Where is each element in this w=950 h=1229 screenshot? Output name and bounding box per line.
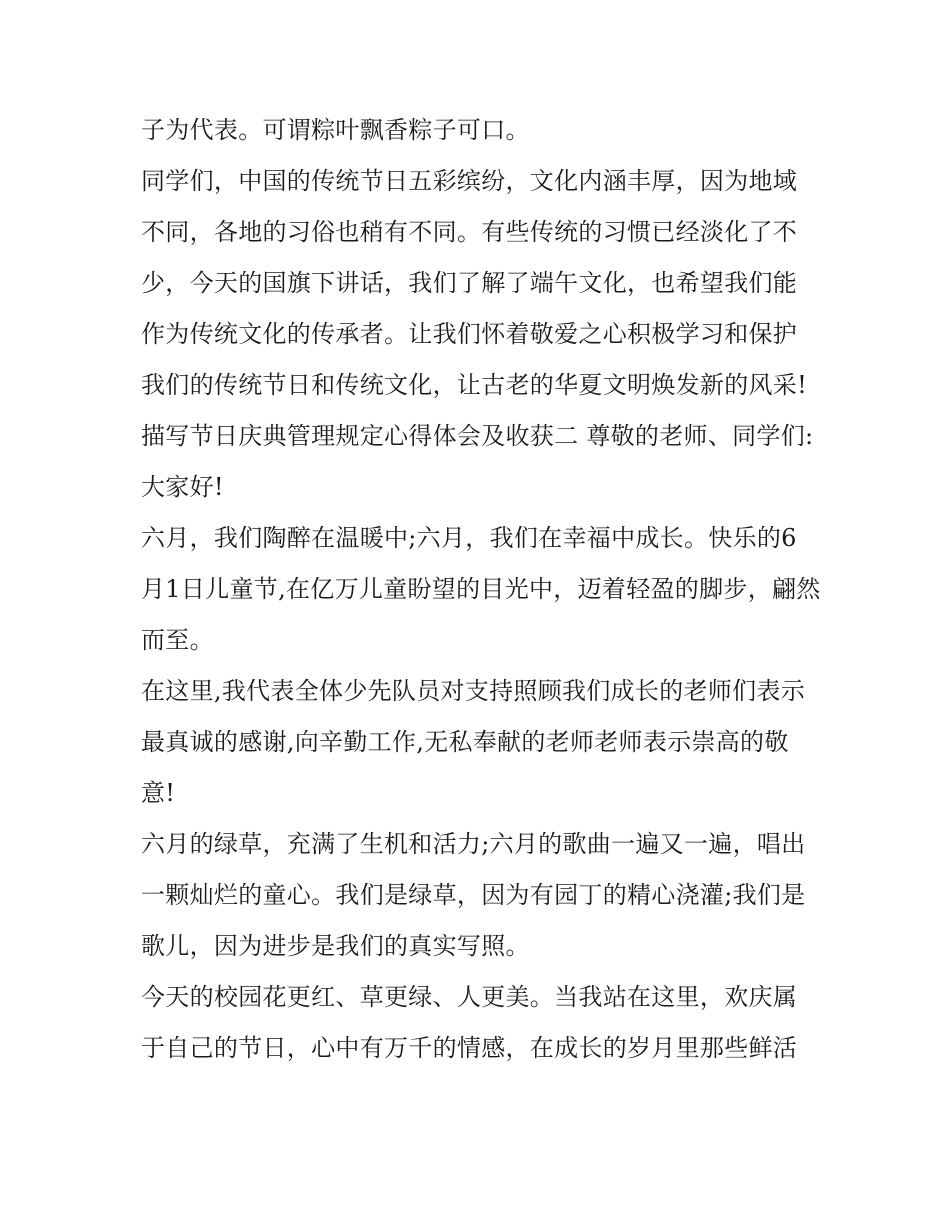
paragraph-5: 在这里,我代表全体少先队员对支持照顾我们成长的老师们表示最真诚的感谢,向辛勤工作,无私奉献的老师老师表示崇高的敬意! — [141, 677, 806, 807]
document-body — [141, 105, 821, 1074]
paragraph-1: 子为代表。可谓粽叶飘香粽子可口。 — [141, 116, 530, 144]
paragraph-3: 描写节日庆典管理规定心得体会及收获二 尊敬的老师、同学们: 大家好! — [141, 422, 814, 501]
paragraph-4: 六月，我们陶醉在温暖中;六月，我们在幸福中成长。快乐的6月1日儿童节,在亿万儿童盼望的目光中，迈着轻盈的脚步，翩然而至。 — [141, 524, 821, 654]
paragraph-6: 六月的绿草，充满了生机和活力;六月的歌曲一遍又一遍，唱出一颗灿烂的童心。我们是绿草，因为有园丁的精心浇灌;我们是歌儿，因为进步是我们的真实写照。 — [141, 830, 806, 960]
paragraph-2: 同学们，中国的传统节日五彩缤纷，文化内涵丰厚，因为地域不同，各地的习俗也稍有不同。有些传统的习惯已经淡化了不少，今天的国旗下讲话，我们了解了端午文化，也希望我们能作为传统文化的传承者。让我们怀着敬爱之心积极学习和保护我们的传统节日和传统文化，让古老的华夏文明焕发新的风采! — [141, 167, 808, 399]
paragraph-7: 今天的校园花更红、草更绿、人更美。当我站在这里，欢庆属于自己的节日，心中有万千的情感，在成长的岁月里那些鲜活 — [141, 983, 798, 1062]
